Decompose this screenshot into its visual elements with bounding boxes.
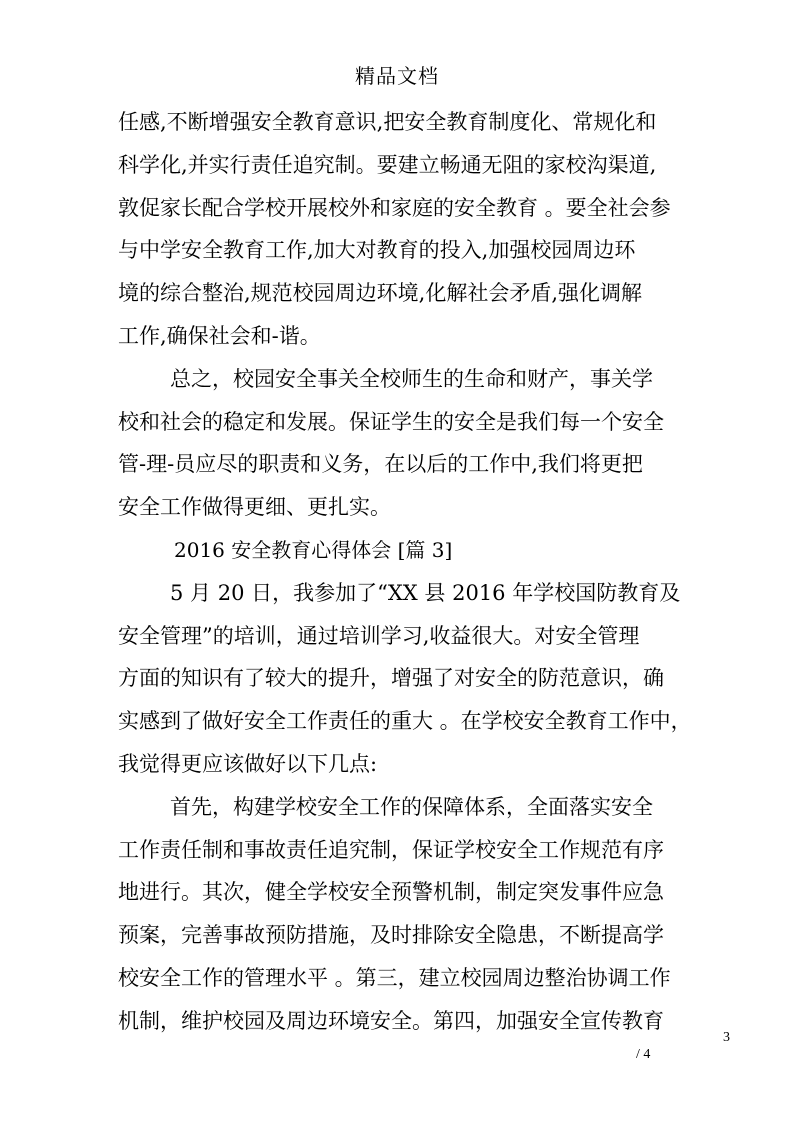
section-heading: 2016 安全教育心得体会 [篇 3] bbox=[174, 537, 453, 562]
text-line: 安全工作做得更细、更扎实。 bbox=[118, 495, 391, 520]
text-line: 校安全工作的管理水平 。第三，建立校园周边整治协调工作 bbox=[118, 965, 671, 990]
text-line: 预案，完善事故预防措施，及时排除安全隐患，不断提高学 bbox=[118, 923, 664, 948]
text-line: 机制，维护校园及周边环境安全。第四，加强安全宣传教育 bbox=[118, 1008, 664, 1033]
text-line: 实感到了做好安全工作责任的重大 。在学校安全教育工作中， bbox=[118, 709, 692, 734]
document-body bbox=[118, 101, 692, 1043]
paragraph-start-line: 首先，构建学校安全工作的保障体系，全面落实安全 bbox=[170, 794, 653, 819]
paragraph-start-line: 总之，校园安全事关全校师生的生命和财产，事关学 bbox=[170, 366, 653, 391]
page-number: 3 bbox=[723, 1030, 730, 1045]
text-line: 敦促家长配合学校开展校外和家庭的安全教育 。要全社会参 bbox=[118, 195, 671, 220]
text-line: 管-理-员应尽的职责和义务，在以后的工作中,我们将更把 bbox=[118, 452, 643, 477]
text-line: 工作责任制和事故责任追究制，保证学校安全工作规范有序 bbox=[118, 837, 664, 862]
text-line: 任感,不断增强安全教育意识,把安全教育制度化、常规化和 bbox=[118, 110, 657, 134]
document-header: 精品文档 bbox=[355, 64, 439, 88]
text-line: 工作,确保社会和-谐。 bbox=[118, 323, 321, 348]
page-total: / 4 bbox=[636, 1047, 651, 1062]
text-line: 与中学安全教育工作,加大对教育的投入,加强校园周边环 bbox=[118, 238, 636, 263]
text-line: 校和社会的稳定和发展。保证学生的安全是我们每一个安全 bbox=[118, 409, 664, 434]
paragraph-start-line: 5 月 20 日，我参加了“XX 县 2016 年学校国防教育及 bbox=[170, 580, 681, 605]
text-line: 我觉得更应该做好以下几点: bbox=[118, 751, 378, 776]
text-line: 方面的知识有了较大的提升，增强了对安全的防范意识，确 bbox=[118, 666, 664, 691]
text-line: 安全管理”的培训，通过培训学习,收益很大。对安全管理 bbox=[118, 623, 640, 648]
text-line: 科学化,并实行责任追究制。要建立畅通无阻的家校沟渠道, bbox=[118, 152, 657, 177]
text-line: 地进行。其次，健全学校安全预警机制，制定突发事件应急 bbox=[118, 880, 664, 905]
text-line: 境的综合整治,规范校园周边环境,化解社会矛盾,强化调解 bbox=[118, 281, 643, 306]
